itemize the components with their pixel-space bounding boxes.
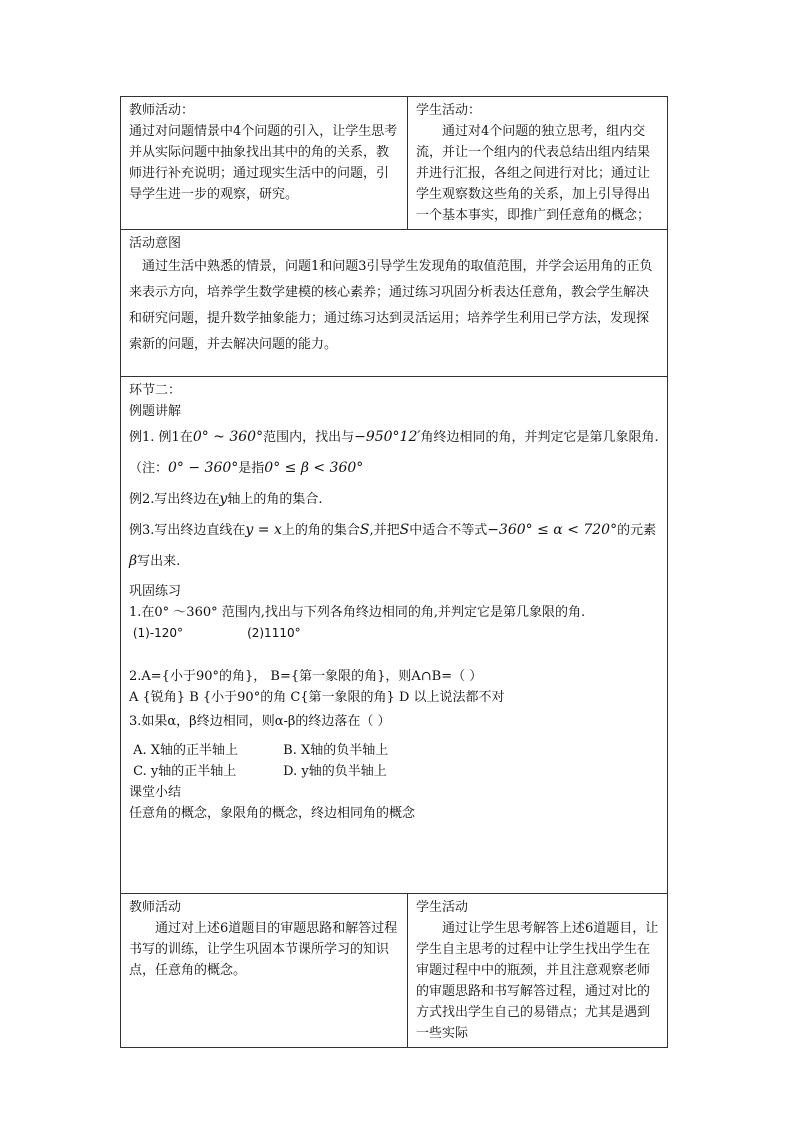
- student-activity-heading: 学生活动：: [416, 103, 482, 118]
- student-activity-cell: [408, 97, 668, 230]
- summary-heading: 课堂小结: [129, 785, 182, 800]
- example-2: [129, 484, 659, 515]
- student-activity-text-2: 通过让学生思考解答上述6道题目，让学生自主思考的过程中让学生找出学生在审题过程中中的瓶颈，并且注意观察老师的审题思路和书写解答过程，通过对比的方式找出学生自己的易错点；尤其是遇到一些实际: [416, 921, 659, 1041]
- summary-text: 任意角的概念，象限角的概念，终边相同角的概念: [129, 806, 416, 821]
- example-1: [129, 422, 659, 453]
- example-note: [129, 453, 659, 484]
- example-1-angle: −950°12′: [354, 429, 421, 445]
- student-activity-cell-2: [408, 894, 668, 1048]
- practice-q3-c: C. y轴的正半轴上: [133, 764, 237, 779]
- practice-q1: 1.在0° ～360° 范围内,找出与下列各角终边相同的角,并判定它是第几象限的角.: [129, 605, 586, 620]
- section-two-row: [121, 377, 668, 894]
- example-3-beta: β: [129, 553, 138, 569]
- example-2-var: y: [219, 491, 228, 507]
- practice-q3-d: D. y轴的负半轴上: [283, 764, 387, 779]
- teacher-activity-text: 通过对问题情景中4个问题的引入，让学生思考并从实际问题中抽象找出其中的角的关系，教师进行补充说明；通过现实生活中的问题，引导学生进一步的观察，研究。: [129, 124, 398, 202]
- note-range: 0° − 360°: [168, 460, 239, 476]
- practice-q3: 3.如果α，β终边相同，则α-β的终边落在（ ）: [129, 714, 391, 729]
- note-prefix: （注：: [129, 461, 169, 476]
- practice-heading: 巩固练习: [129, 584, 182, 599]
- lesson-plan-table: [120, 96, 668, 1048]
- example-1-suffix: 角终边相同的角，并判定它是第几象限角.: [420, 430, 659, 445]
- example-3-inequality: −360° ≤ α < 720°: [487, 522, 618, 538]
- practice-q3-choices-row-1: [129, 740, 659, 761]
- example-3-end: 写出来.: [137, 554, 181, 569]
- practice-q3-a: A. X轴的正半轴上: [133, 743, 239, 758]
- practice-q2: 2.A={小于90°的角}， B={第一象限的角}，则A∩B=（ ）: [129, 669, 483, 684]
- example-3-set2: S: [399, 522, 410, 538]
- example-3-mid1: 上的角的集合: [281, 523, 360, 538]
- practice-q1-items: [129, 623, 659, 644]
- student-activity-heading-2: 学生活动: [416, 900, 469, 915]
- practice-q3-b: B. X轴的负半轴上: [283, 743, 389, 758]
- example-1-range: 0° ~ 360°: [192, 429, 264, 445]
- example-3: [129, 515, 659, 546]
- note-mid: 是指: [238, 461, 265, 476]
- practice-q3-choices-row-2: [129, 761, 659, 782]
- example-3-mid3: 中适合不等式: [409, 523, 488, 538]
- practice-q2-options: A {锐角} B {小于90°的角 C{第一象限的角} D 以上说法都不对: [129, 690, 505, 705]
- activity-row-1: [121, 97, 668, 230]
- example-3-cont: [129, 546, 659, 577]
- section-heading: 环节二：: [129, 383, 182, 398]
- examples-heading: 例题讲解: [129, 404, 182, 419]
- student-activity-text: 通过对4个问题的独立思考，组内交流，并让一个组内的代表总结出组内结果并进行汇报，各组之间进行对比；通过让学生观察数这些角的关系，加上引导得出一个基本事实，即推广到任意角的概念；: [416, 124, 651, 223]
- teacher-activity-cell-2: [121, 894, 408, 1048]
- example-2-prefix: 例2.写出终边在: [129, 492, 220, 507]
- example-3-line: y = x: [245, 522, 282, 538]
- practice-q1-b: (2)1110°: [247, 626, 301, 640]
- example-1-prefix: 例1. 例1在: [129, 430, 193, 445]
- note-inequality: 0° ≤ β < 360°: [264, 460, 364, 476]
- practice-q1-a: (1)-120°: [132, 626, 184, 640]
- intent-cell: [121, 230, 668, 377]
- intent-heading: 活动意图: [129, 236, 182, 251]
- example-3-suffix: 的元素: [617, 523, 657, 538]
- teacher-activity-heading-2: 教师活动: [129, 900, 182, 915]
- section-two-cell: [121, 377, 668, 894]
- intent-row: [121, 230, 668, 377]
- intent-text: 通过生活中熟悉的情景，问题1和问题3引导学生发现角的取值范围，并学会运用角的正负来表示方向，培养学生数学建模的核心素养；通过练习巩固分析表达任意角，教会学生解决和研究问题，提升数学抽象能力；通过练习达到灵活运用；培养学生利用已学方法，发现探索新的问题，并去解决问题的能力。: [129, 259, 653, 352]
- example-3-mid2: ,并把: [369, 523, 400, 538]
- example-2-suffix: 轴上的角的集合.: [227, 492, 323, 507]
- example-3-prefix: 例3.写出终边直线在: [129, 523, 246, 538]
- example-1-mid: 范围内，找出与: [263, 430, 355, 445]
- teacher-activity-cell: [121, 97, 408, 230]
- activity-row-2: [121, 894, 668, 1048]
- example-3-set: S: [359, 522, 370, 538]
- teacher-activity-heading: 教师活动：: [129, 103, 195, 118]
- teacher-activity-text-2: 通过对上述6道题目的审题思路和解答过程书写的训练，让学生巩固本节课所学习的知识点，任意角的概念。: [129, 921, 398, 978]
